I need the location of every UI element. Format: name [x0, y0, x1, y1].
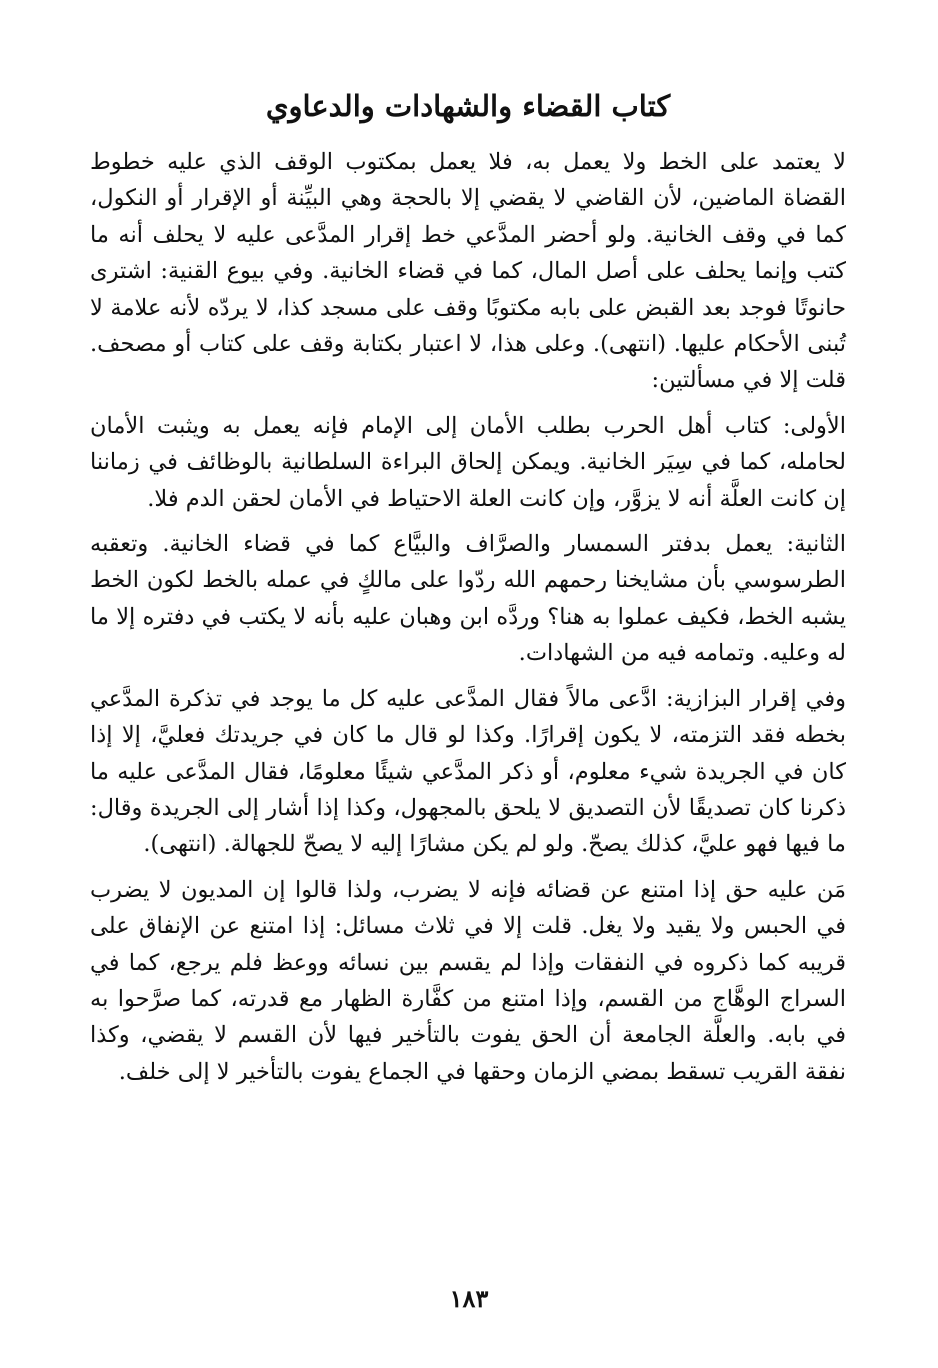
chapter-title: كتاب القضاء والشهادات والدعاوي	[265, 89, 671, 123]
paragraph-5: مَن عليه حق إذا امتنع عن قضائه فإنه لا يضرب، ولذا قالوا إن المديون لا يضرب في الحبس ولا يقيد ولا يغل. قلت إلا في ثلاث مسائل: إذا امتنع عن الإنفاق على قريبه كما ذكروه في النفقات وإذا لم يقسم بين نسائه ووعظ فلم يرجع، كما في السراج الوهَّاج من القسم، وإذا امتنع من كفَّارة الظهار مع قدرته، كما صرَّحوا به في بابه. والعلَّة الجامعة أن الحق يفوت بالتأخير فيها لأن القسم لا يقضي، وكذا نفقة القريب تسقط بمضي الزمان وحقها في الجماع يفوت بالتأخير لا إلى خلف.	[90, 876, 846, 1085]
page-body	[90, 82, 846, 1099]
paragraph-4: وفي إقرار البزازية: ادَّعى مالاً فقال المدَّعى عليه كل ما يوجد في تذكرة المدَّعي بخطه فقد التزمته، لا يكون إقرارًا. وكذا لو قال ما كان في جريدتك فعليَّ، إلا إذا كان في الجريدة شيء معلوم، أو ذكر المدَّعي شيئًا معلومًا، فقال المدَّعى عليه ما ذكرنا كان تصديقًا لأن التصديق لا يلحق بالمجهول، وكذا إذا أشار إلى الجريدة وقال: ما فيها فهو عليَّ، كذلك يصحّ. ولو لم يكن مشارًا إليه لا يصحّ للجهالة. (انتهى).	[90, 685, 846, 858]
paragraph-2: الأولى: كتاب أهل الحرب بطلب الأمان إلى الإمام فإنه يعمل به ويثبت الأمان لحامله، كما في سِيَر الخانية. ويمكن إلحاق البراءة السلطانية بالوظائف في زماننا إن كانت العلَّة أنه لا يزوَّر، وإن كانت العلة الاحتياط في الأمان لحقن الدم فلا.	[90, 412, 846, 512]
paragraph-1: لا يعتمد على الخط ولا يعمل به، فلا يعمل بمكتوب الوقف الذي عليه خطوط القضاة الماضين، لأن القاضي لا يقضي إلا بالحجة وهي البيِّنة أو الإقرار أو النكول، كما في وقف الخانية. ولو أحضر المدَّعي خط إقرار المدَّعى عليه لا يحلف أنه ما كتب وإنما يحلف على أصل المال، كما في قضاء الخانية. وفي بيوع القنية: اشترى حانوتًا فوجد بعد القبض على بابه مكتوبًا وقف على مسجد كذا، لا يردّه لأنه علامة لا تُبنى الأحكام عليها. (انتهى). وعلى هذا، لا اعتبار بكتابة وقف على كتاب أو مصحف. قلت إلا في مسألتين:	[90, 149, 847, 394]
paragraph-3: الثانية: يعمل بدفتر السمسار والصرَّاف والبيَّاع كما في قضاء الخانية. وتعقبه الطرسوسي بأن مشايخنا رحمهم الله ردّوا على مالكٍ في عمله بالخط لكون الخط يشبه الخط، فكيف عملوا به هنا؟ وردَّه ابن وهبان عليه بأنه لا يكتب في دفتره إلا ما له وعليه. وتمامه فيه من الشهادات.	[90, 531, 846, 667]
page-number: ١٨٣	[449, 1284, 489, 1313]
